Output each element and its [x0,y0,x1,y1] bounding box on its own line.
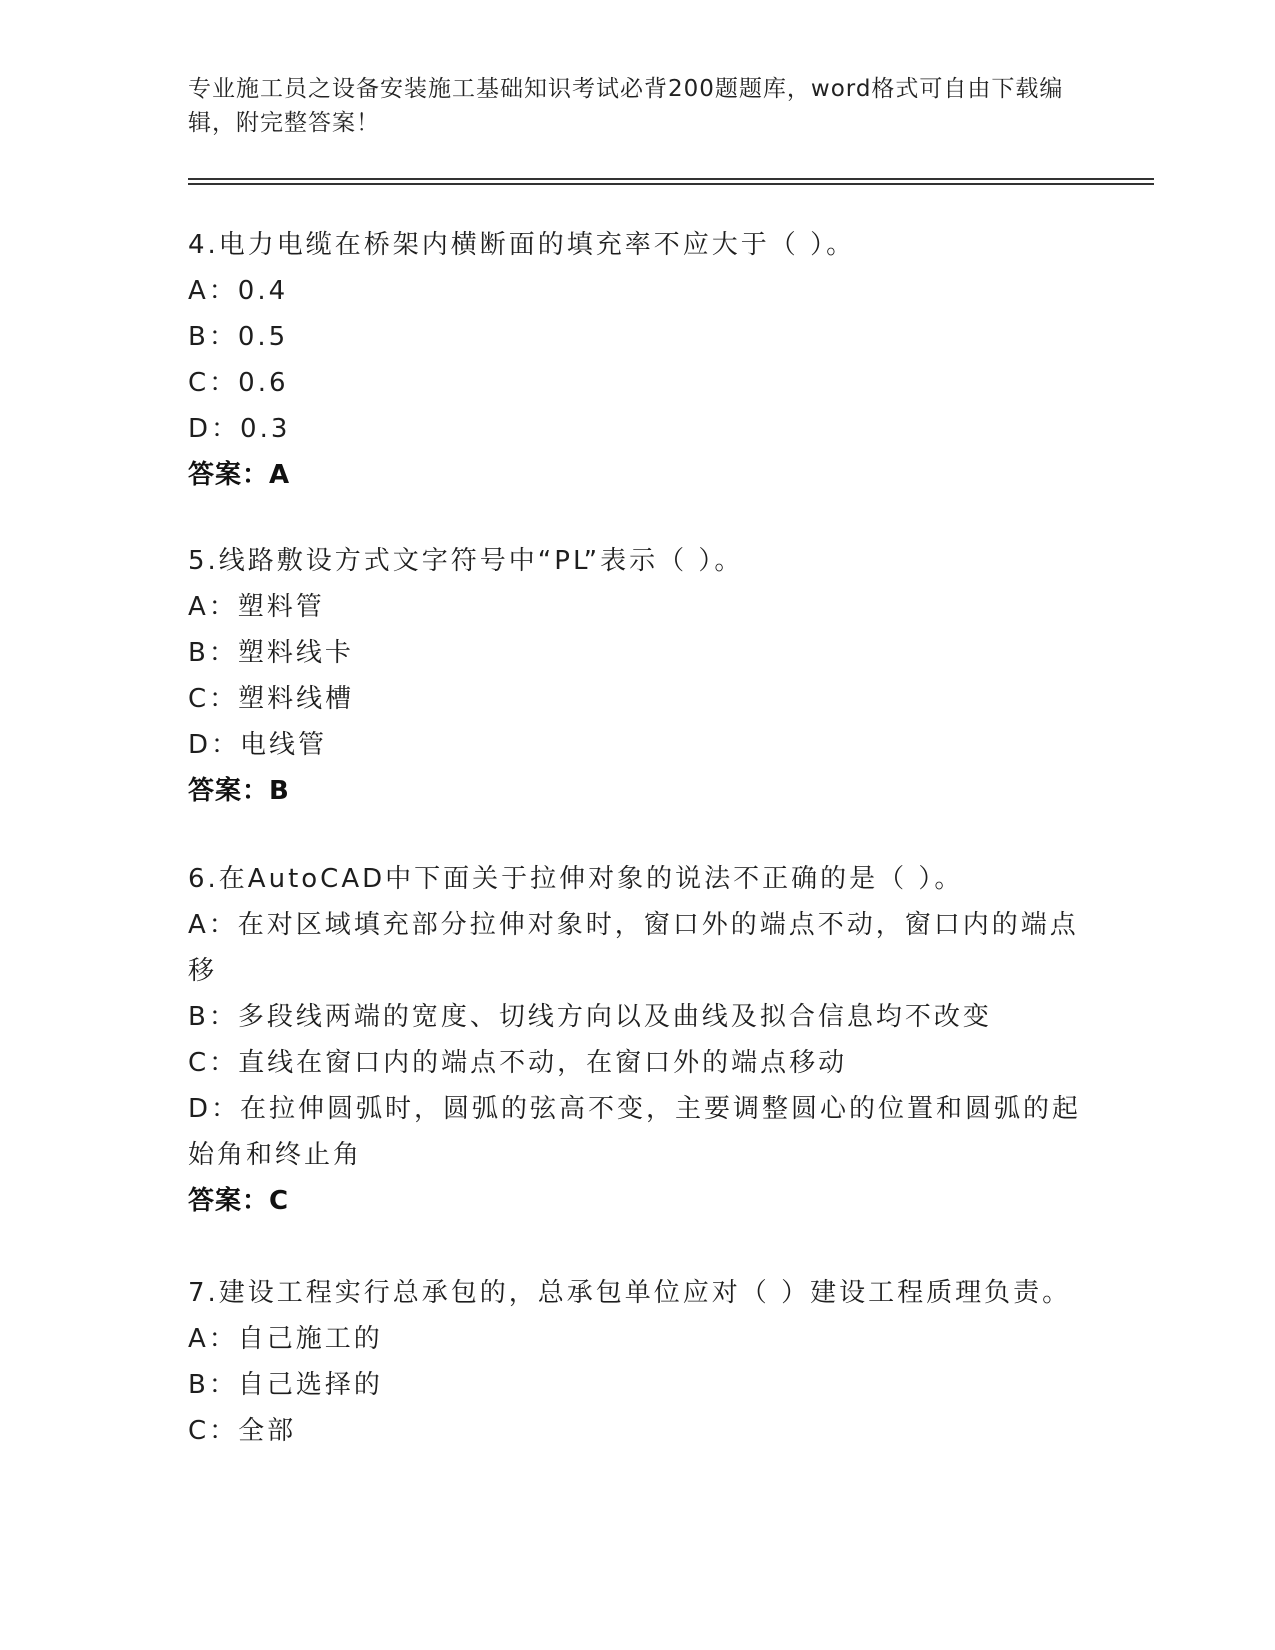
option-text: 全部 [238,1416,297,1446]
option-letter: A： [188,1324,238,1354]
option-letter: B： [188,1002,238,1032]
option-a [188,268,1088,314]
option-c [188,1408,1088,1454]
option-letter: C： [188,1416,239,1446]
option-text: 电线管 [240,730,328,760]
option-c [188,676,1088,722]
option-letter: B： [188,638,238,668]
option-text: 0.3 [240,414,291,444]
question-stem: 5.线路敷设方式文字符号中“PL”表示（ ）。 [188,546,744,576]
option-letter: C： [188,684,239,714]
option-text: 0.5 [237,322,289,352]
header-divider-top [188,178,1154,180]
option-text: 在对区域填充部分拉伸对象时，窗口外的端点不动，窗口内的端点移 [188,910,1079,986]
option-text: 自己施工的 [237,1324,383,1354]
option-letter: C： [188,1048,239,1078]
option-letter: D： [188,414,241,444]
option-text: 0.4 [237,276,289,306]
option-letter: D： [188,1094,241,1124]
option-text: 在拉伸圆弧时，圆弧的弦高不变，主要调整圆心的位置和圆弧的起始角和终止角 [188,1094,1082,1170]
question-5 [188,538,1088,814]
header-divider-bottom [188,183,1154,185]
option-letter: D： [188,730,241,760]
option-text: 塑料线槽 [238,684,355,714]
question-stem: 4.电力电缆在桥架内横断面的填充率不应大于（ ）。 [188,230,856,260]
option-b [188,314,1088,360]
answer: 答案：A [188,460,291,490]
option-text: 塑料管 [237,592,325,622]
option-text: 多段线两端的宽度、切线方向以及曲线及拟合信息均不改变 [237,1002,992,1032]
option-letter: B： [188,1370,238,1400]
option-text: 0.6 [238,368,289,398]
option-a [188,1316,1088,1362]
option-letter: A： [188,592,238,622]
option-text: 塑料线卡 [237,638,354,668]
option-c [188,360,1088,406]
option-text: 直线在窗口内的端点不动，在窗口外的端点移动 [238,1048,848,1078]
question-7 [188,1270,1088,1454]
question-stem: 6.在AutoCAD中下面关于拉伸对象的说法不正确的是（ ）。 [188,864,964,894]
document-header-title: 专业施工员之设备安装施工基础知识考试必背200题题库，word格式可自由下载编辑，附完整答案！ [188,76,1064,136]
question-4 [188,222,1088,498]
option-a [188,584,1088,630]
option-d [188,1086,1088,1178]
option-letter: B： [188,322,238,352]
option-letter: A： [188,910,238,940]
option-letter: A： [188,276,238,306]
option-c [188,1040,1088,1086]
option-d [188,722,1088,768]
option-text: 自己选择的 [237,1370,383,1400]
option-b [188,994,1088,1040]
option-b [188,630,1088,676]
option-letter: C： [188,368,239,398]
answer: 答案：B [188,776,290,806]
option-d [188,406,1088,452]
answer: 答案：C [188,1186,290,1216]
question-6 [188,856,1088,1224]
question-stem: 7.建设工程实行总承包的，总承包单位应对（ ）建设工程质理负责。 [188,1278,1072,1308]
option-a [188,902,1088,994]
option-b [188,1362,1088,1408]
